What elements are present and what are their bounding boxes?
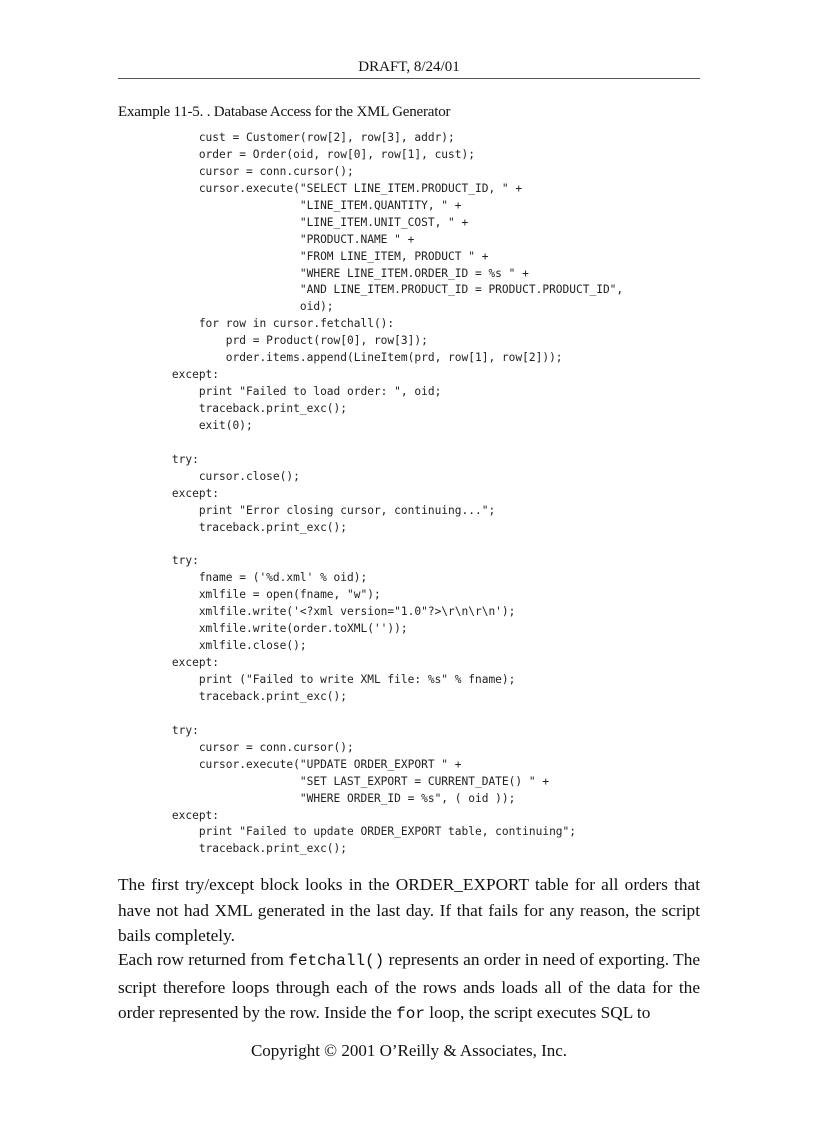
code-line: "AND LINE_ITEM.PRODUCT_ID = PRODUCT.PRODUCT_ID", (118, 283, 624, 297)
page-header: DRAFT, 8/24/01 (358, 59, 460, 75)
paragraph-text: Each row returned from (118, 950, 289, 969)
code-line: cursor.close(); (118, 469, 300, 483)
code-line: traceback.print_exc(); (118, 842, 348, 856)
code-line: "WHERE ORDER_ID = %s", ( oid )); (118, 791, 516, 805)
code-line: cust = Customer(row[2], row[3], addr); (118, 131, 455, 144)
page-footer-copyright: Copyright © 2001 O’Reilly & Associates, Inc. (250, 1041, 568, 1060)
code-line: traceback.print_exc(); (118, 689, 348, 703)
code-line (118, 537, 623, 554)
paragraph-text: represents an order in need of exporting. The script therefore loops through each of the rows ands loads all of the data for the order represented by the row. Inside the (118, 950, 700, 1022)
code-line: "LINE_ITEM.QUANTITY, " + (118, 198, 462, 212)
code-line: oid); (118, 300, 334, 314)
code-line: order = Order(oid, row[0], row[1], cust); (118, 147, 475, 161)
code-line: "FROM LINE_ITEM, PRODUCT " + (118, 249, 489, 263)
code-line: "WHERE LINE_ITEM.ORDER_ID = %s " + (118, 266, 529, 280)
code-line: cursor = conn.cursor(); (118, 164, 354, 178)
code-line: order.items.append(LineItem(prd, row[1], row[2])); (118, 351, 563, 365)
code-line: traceback.print_exc(); (118, 520, 348, 534)
code-line: except: (118, 656, 220, 670)
code-line: for row in cursor.fetchall(): (118, 317, 395, 331)
code-line: print "Error closing cursor, continuing..."; (118, 503, 496, 517)
paragraph-text: loop, the script executes SQL to (424, 1003, 651, 1022)
code-line: "SET LAST_EXPORT = CURRENT_DATE() " + (118, 774, 550, 788)
code-line: except: (118, 486, 220, 500)
paragraph-try-except: The first try/except block looks in the ORDER_EXPORT table for all orders that have not had XML generated in the last day. If that fails for any reason, the script bails completely. (118, 875, 700, 945)
code-line: fname = ('%d.xml' % oid); (118, 571, 368, 585)
inline-code-for: for (396, 1005, 425, 1023)
code-line: try: (118, 723, 199, 737)
code-line: except: (118, 808, 220, 822)
code-line: xmlfile = open(fname, "w"); (118, 588, 381, 602)
code-line: try: (118, 452, 199, 466)
code-line (118, 435, 623, 452)
code-line: print "Failed to update ORDER_EXPORT table, continuing"; (118, 825, 577, 839)
code-line: xmlfile.close(); (118, 639, 307, 653)
code-line: print "Failed to load order: ", oid; (118, 385, 442, 399)
code-line: cursor.execute("UPDATE ORDER_EXPORT " + (118, 757, 462, 771)
header-divider (118, 78, 700, 79)
code-line: "LINE_ITEM.UNIT_COST, " + (118, 215, 469, 229)
paragraph-fetchall (118, 947, 700, 1028)
code-line: print ("Failed to write XML file: %s" % fname); (118, 673, 516, 686)
code-line: traceback.print_exc(); (118, 402, 348, 415)
code-line: prd = Product(row[0], row[3]); (118, 334, 428, 348)
inline-code-fetchall: fetchall() (288, 952, 385, 970)
code-listing (118, 130, 623, 858)
code-line (118, 706, 623, 723)
code-line: xmlfile.write(order.toXML('')); (118, 622, 408, 636)
code-line: except: (118, 368, 220, 382)
code-line: exit(0); (118, 418, 253, 432)
code-line: xmlfile.write('<?xml version="1.0"?>\r\n\r\n'); (118, 605, 516, 619)
code-line: try: (118, 554, 199, 568)
code-line: cursor = conn.cursor(); (118, 740, 354, 754)
code-line: cursor.execute("SELECT LINE_ITEM.PRODUCT_ID, " + (118, 181, 523, 195)
code-line: "PRODUCT.NAME " + (118, 232, 415, 246)
example-caption: Example 11-5. . Database Access for the XML Generator (118, 104, 451, 120)
